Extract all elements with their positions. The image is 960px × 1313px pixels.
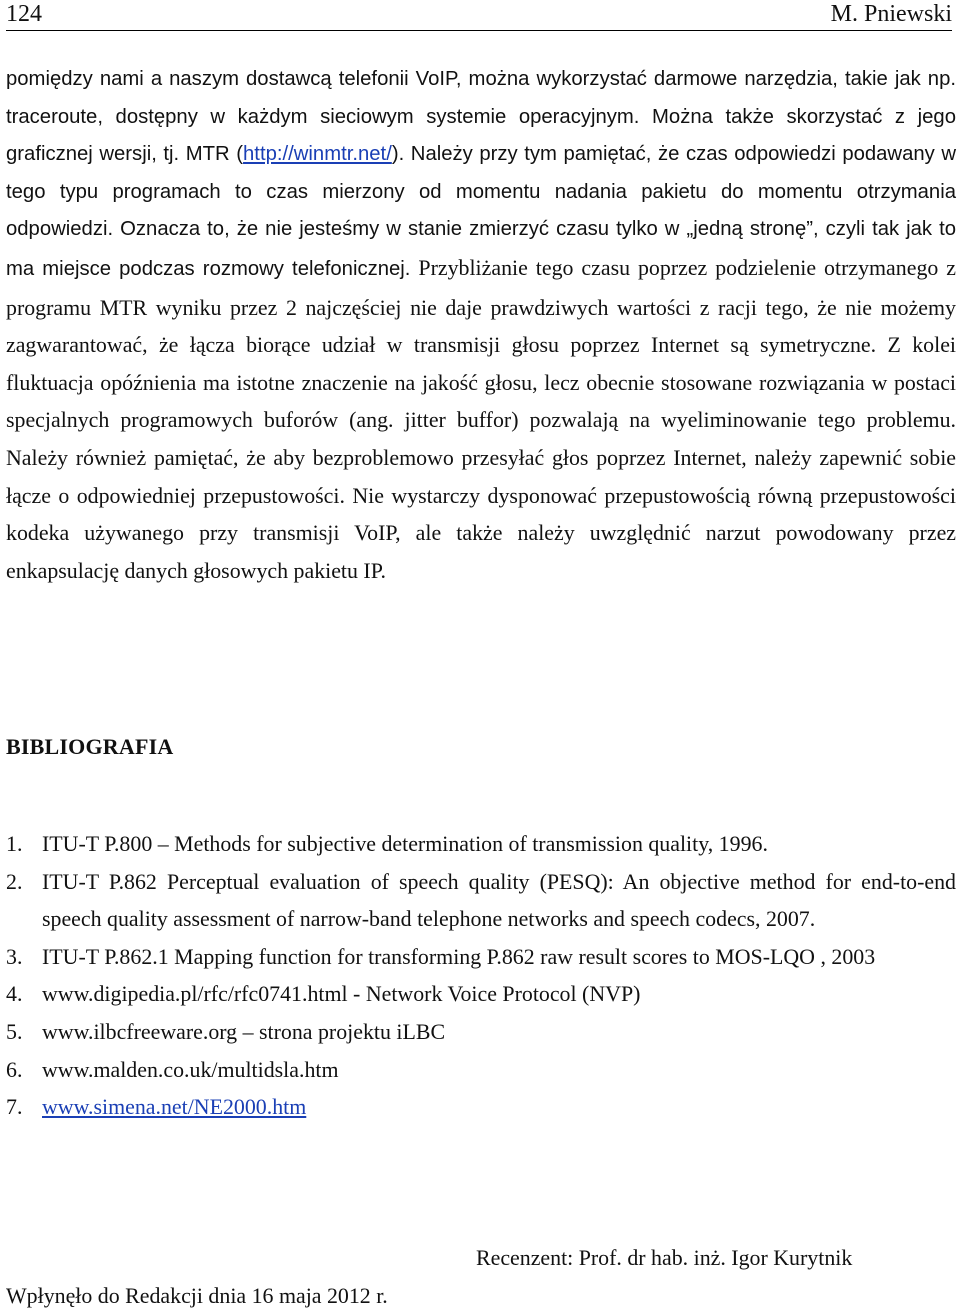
body-paragraph bbox=[6, 61, 956, 589]
bibliography-item-number: 7. bbox=[6, 1094, 23, 1120]
paragraph-text-sans: pomiędzy nami a naszym dostawcą telefonii VoIP, można wykorzystać darmowe narzędzia, takie jak np. traceroute, dostępny w każdym sieciowym systemie operacyjnym. Można także skorzystać z jego graficznej wersji, tj. MTR (http://winmtr.net/). Należy przy tym pamiętać, że czas odpowiedzi podawany w tego typu programach to czas mierzony od momentu nadania pakietu do momentu otrzymania odpowiedzi. Oznacza to, że nie jesteśmy w stanie zmierzyć czasu tylko w „jedną stronę”, czyli tak jak to ma miejsce podczas rozmowy telefonicznej. bbox=[6, 68, 957, 280]
bibliography-list bbox=[6, 825, 956, 1126]
running-author: M. Pniewski bbox=[830, 1, 952, 27]
bibliography-item-text: www.malden.co.uk/multidsla.htm bbox=[42, 1056, 339, 1082]
bibliography-item bbox=[6, 825, 956, 863]
bibliography-item-number: 2. bbox=[6, 868, 23, 894]
bibliography-item bbox=[6, 1088, 956, 1126]
bibliography-item-number: 1. bbox=[6, 831, 23, 856]
bibliography-item-number: 6. bbox=[6, 1056, 23, 1082]
page-number: 124 bbox=[6, 1, 42, 27]
bibliography-item bbox=[6, 1051, 956, 1089]
bibliography-item-text bbox=[42, 1088, 956, 1126]
winmtr-link[interactable]: http://winmtr.net/ bbox=[243, 143, 392, 166]
paragraph-text-serif: Przybliżanie tego czasu poprzez podzielenie otrzymanego z programu MTR wyniku przez 2 najczęściej nie daje prawdziwych wartości z racji tego, że nie możemy zagwarantować, że łącza biorące udział w transmisji głosu poprzez Internet są symetryczne. Z kolei fluktuacja opóźnienia ma istotne znaczenie na jakość głosu, lecz obecnie stosowane rozwiązania w postaci specjalnych programowych buforów (ang. jitter buffor) pozwalają na wyeliminowanie tego problemu. Należy również pamiętać, że aby bezproblemowo przesyłać głos poprzez Internet, należy zapewnić sobie łącze o odpowiedniej przepustowości. Nie wystarczy dysponować przepustowością równą przepustowości kodeka używanego przy transmisji VoIP, ale także należy uwzględnić narzut powodowany przez enkapsulację danych głosowych pakietu IP. bbox=[6, 254, 956, 583]
bibliography-item-text: ITU-T P.862 Perceptual evaluation of speech quality (PESQ): An objective method for end-to-end speech quality assessment of narrow-band telephone networks and speech codecs, 2007. bbox=[42, 868, 956, 932]
running-header bbox=[6, 0, 952, 31]
bibliography-item bbox=[6, 938, 956, 976]
bibliography-item bbox=[6, 1013, 956, 1051]
bibliography-item-text: ITU-T P.800 – Methods for subjective determination of transmission quality, 1996. bbox=[42, 831, 768, 856]
bibliography-item bbox=[6, 863, 956, 938]
bibliography-item-number: 4. bbox=[6, 981, 23, 1007]
bibliography-item-number: 5. bbox=[6, 1018, 23, 1044]
bibliography-item-text: www.digipedia.pl/rfc/rfc0741.html - Network Voice Protocol (NVP) bbox=[42, 981, 641, 1007]
received-date: Wpłynęło do Redakcji dnia 16 maja 2012 r. bbox=[6, 1283, 388, 1308]
bibliography-item-text: ITU-T P.862.1 Mapping function for transforming P.862 raw result scores to MOS-LQO , 2003 bbox=[42, 943, 876, 969]
simena-link[interactable]: www.simena.net/NE2000.htm bbox=[42, 1094, 307, 1120]
bibliography-item-text: www.ilbcfreeware.org – strona projektu iLBC bbox=[42, 1018, 446, 1044]
bibliography-item bbox=[6, 975, 956, 1013]
reviewer-note: Recenzent: Prof. dr hab. inż. Igor Kurytnik bbox=[476, 1245, 853, 1270]
bibliography-item-number: 3. bbox=[6, 943, 23, 969]
bibliography-heading: BIBLIOGRAFIA bbox=[6, 734, 174, 759]
